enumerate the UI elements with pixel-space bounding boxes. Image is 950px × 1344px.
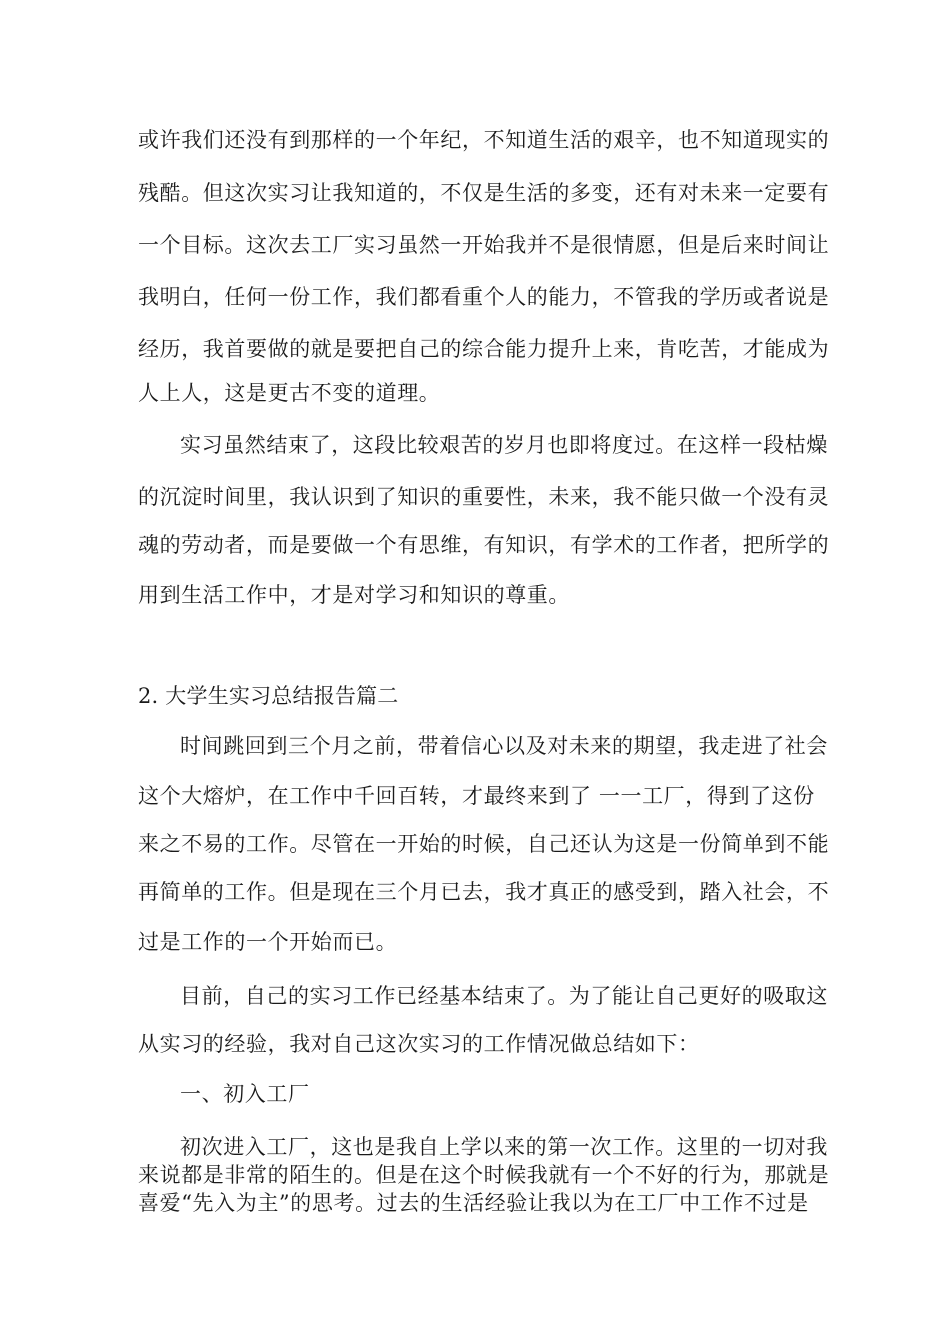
text-line: 经历，我首要做的就是要把自己的综合能力提升上来，肯吃苦，才能成为: [138, 337, 830, 361]
text-line: 来说都是非常的陌生的。但是在这个时候我就有一个不好的行为，那就是: [138, 1163, 830, 1187]
text-line: 实习虽然结束了，这段比较艰苦的岁月也即将度过。在这样一段枯燥: [180, 433, 828, 457]
text-line: 用到生活工作中，才是对学习和知识的尊重。: [138, 583, 570, 607]
text-line: 我明白，任何一份工作，我们都看重个人的能力，不管我的学历或者说是: [138, 285, 830, 309]
text-line: 过是工作的一个开始而已。: [138, 930, 398, 954]
text-line: 来之不易的工作。尽管在一开始的时候，自己还认为这是一份简单到不能: [138, 832, 830, 856]
text-line: 从实习的经验，我对自己这次实习的工作情况做总结如下：: [138, 1032, 700, 1056]
text-line: 这个大熔炉，在工作中千回百转，才最终来到了 一一工厂，得到了这份: [138, 784, 815, 808]
text-line: 或许我们还没有到那样的一个年纪，不知道生活的艰辛，也不知道现实的: [138, 128, 830, 152]
text-line: 一个目标。这次去工厂实习虽然一开始我并不是很情愿，但是后来时间让: [138, 233, 830, 257]
text-line: 魂的劳动者，而是要做一个有思维，有知识，有学术的工作者，把所学的: [138, 533, 830, 557]
text-line: 喜爱“先入为主”的思考。过去的生活经验让我以为在工厂中工作不过是: [138, 1191, 809, 1215]
text-line: 初次进入工厂，这也是我自上学以来的第一次工作。这里的一切对我: [180, 1135, 828, 1159]
text-line: 的沉淀时间里，我认识到了知识的重要性，未来，我不能只做一个没有灵: [138, 485, 830, 509]
text-line: 残酷。但这次实习让我知道的，不仅是生活的多变，还有对未来一定要有: [138, 181, 830, 205]
subheading: 一、初入工厂: [180, 1082, 310, 1106]
text-line: 人上人，这是更古不变的道理。: [138, 381, 441, 405]
text-line: 时间跳回到三个月之前，带着信心以及对未来的期望，我走进了社会: [180, 734, 828, 758]
text-line: 再简单的工作。但是现在三个月已去，我才真正的感受到，踏入社会，不: [138, 880, 830, 904]
section-heading: 2. 大学生实习总结报告篇二: [138, 684, 399, 708]
text-line: 目前，自己的实习工作已经基本结束了。为了能让自己更好的吸取这: [180, 984, 828, 1008]
